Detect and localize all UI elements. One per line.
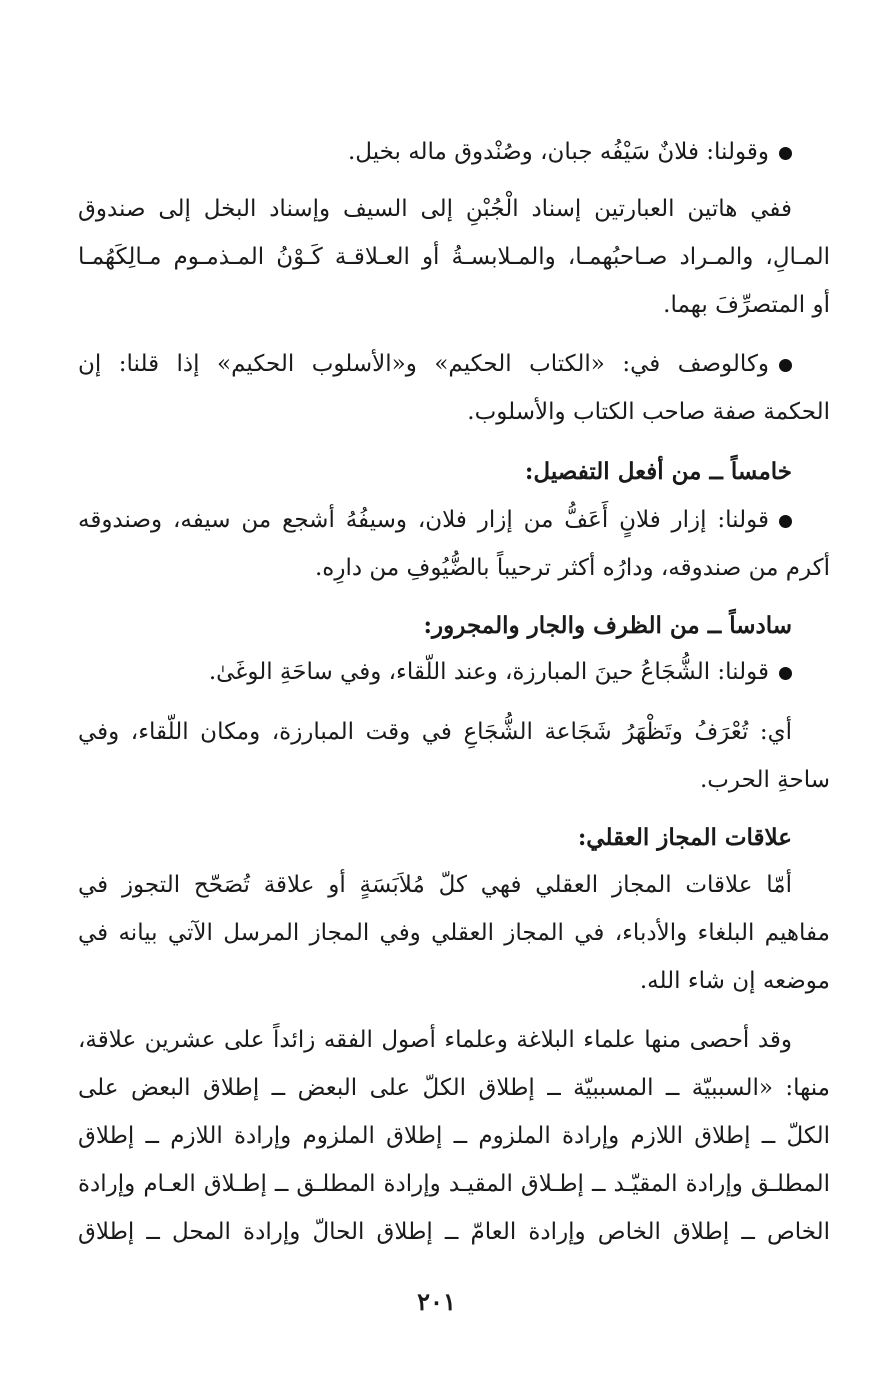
paragraph-line: ساحةِ الحرب.: [699, 767, 830, 793]
bullet-line: قولنا: إزار فلانٍ أَعَفُّ من إزار فلان، وسيفُهُ أشجع من سيفه، وصندوقه: [78, 500, 830, 540]
paragraph-line: الكلّ ــ إطلاق اللازم وإرادة الملزوم ــ إطلاق الملزوم وإرادة اللازم ــ إطلاق: [78, 1123, 830, 1149]
paragraph-line: الخاص ــ إطلاق الخاص وإرادة العامّ ــ إطلاق الحالّ وإرادة المحل ــ إطلاق: [78, 1219, 830, 1245]
paragraph-line: أمّا علاقات المجاز العقلي فهي كلّ مُلاَبَسَةٍ أو علاقة تُصَحّح التجوز في: [78, 872, 792, 898]
bullet-line: وكالوصف في: «الكتاب الحكيم» و«الأسلوب الحكيم» إذا قلنا: إن: [78, 344, 830, 384]
paragraph-line: الحكمة صفة صاحب الكتاب والأسلوب.: [467, 399, 830, 425]
bullet-line: قولنا: الشُّجَاعُ حينَ المبارزة، وعند اللّقاء، وفي ساحَةِ الوغَىٰ.: [78, 652, 830, 692]
paragraph-line: ففي هاتين العبارتين إسناد الْجُبْنِ إلى السيف وإسناد البخل إلى صندوق: [78, 196, 792, 222]
paragraph-line: أكرم من صندوقه، ودارُه أكثر ترحيباً بالضُّيُوفِ من دارِه.: [314, 555, 830, 581]
paragraph-line: مفاهيم البلغاء والأدباء، في المجاز العقلي وفي المجاز المرسل الآتي بيانه في: [78, 920, 830, 946]
page-number: ٢٠١: [417, 1287, 456, 1316]
bullet-icon: [779, 515, 792, 528]
paragraph-line: المـالِ، والمـراد صـاحبُهمـا، والمـلابسـةُ أو العـلاقـة كَـوْنُ المـذمـوم مـالِكَهُمـا: [78, 244, 830, 270]
bullet-line: وقولنا: فلانٌ سَيْفُه جبان، وصُنْدوق ماله بخيل.: [78, 132, 830, 172]
section-heading: سادساً ــ من الظرف والجار والمجرور:: [423, 612, 792, 639]
section-heading: علاقات المجاز العقلي:: [577, 824, 792, 851]
bullet-icon: [779, 147, 792, 160]
bullet-icon: [779, 359, 792, 372]
paragraph-line: وقد أحصى منها علماء البلاغة وعلماء أصول الفقه زائداً على عشرين علاقة،: [78, 1027, 792, 1053]
document-page: [78, 0, 830, 1375]
paragraph-line: أي: تُعْرَفُ وتَظْهَرُ شَجَاعة الشُّجَاعِ في وقت المبارزة، ومكان اللّقاء، وفي: [78, 719, 792, 745]
bullet-icon: [779, 667, 792, 680]
section-heading: خامساً ــ من أفعل التفصيل:: [524, 458, 792, 485]
paragraph-line: أو المتصرِّفَ بهما.: [663, 292, 830, 318]
paragraph-line: موضعه إن شاء الله.: [639, 968, 830, 994]
paragraph-line: المطلـق وإرادة المقيّـد ــ إطـلاق المقيـد وإرادة المطلـق ــ إطـلاق العـام وإرادة: [78, 1171, 830, 1197]
paragraph-line: منها: «السببيّة ــ المسببيّة ــ إطلاق الكلّ على البعض ــ إطلاق البعض على: [78, 1075, 830, 1101]
